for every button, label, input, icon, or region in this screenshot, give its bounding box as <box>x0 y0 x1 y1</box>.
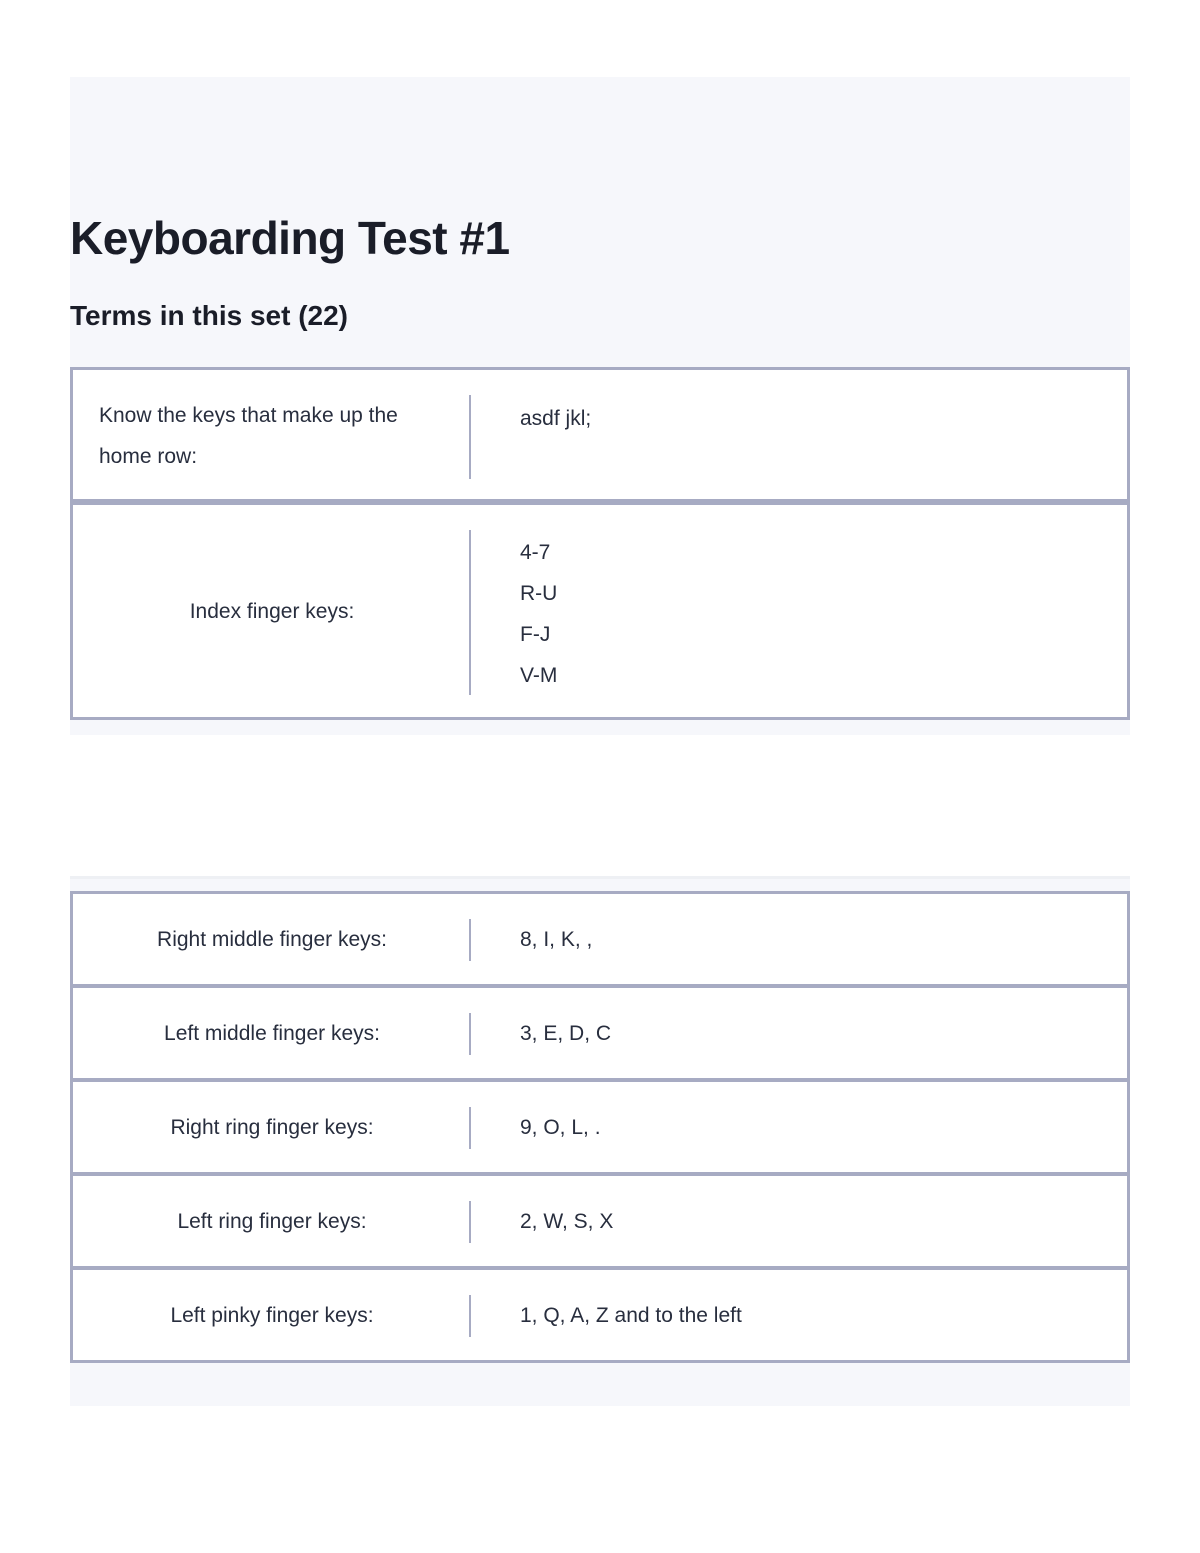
definition-line: F-J <box>520 623 551 646</box>
card-term <box>73 370 413 499</box>
definition-line: 9, O, L, . <box>520 1116 601 1139</box>
definition-line: 2, W, S, X <box>520 1210 614 1233</box>
card-definition <box>520 1295 1107 1336</box>
card-definition <box>520 532 1107 696</box>
flashcard-left-pinky-finger <box>70 1267 1130 1363</box>
flashcard-right-ring-finger <box>70 1079 1130 1175</box>
card-definition <box>520 1013 1107 1054</box>
flashcard-left-ring-finger <box>70 1173 1130 1269</box>
card-definition <box>520 1107 1107 1148</box>
definition-line: R-U <box>520 582 558 605</box>
definition-line: 4-7 <box>520 541 551 564</box>
definition-line: 8, I, K, , <box>520 928 593 951</box>
flashcard-home-row <box>70 367 1130 502</box>
card-divider <box>469 919 471 961</box>
flashcard-left-middle-finger <box>70 985 1130 1081</box>
definition-line: V-M <box>520 664 558 687</box>
card-divider <box>469 1295 471 1337</box>
card-term-text: Know the keys that make up the home row: <box>99 404 398 468</box>
card-term: Right ring finger keys: <box>170 1115 374 1139</box>
card-term: Right middle finger keys: <box>157 927 387 951</box>
card-definition <box>520 1201 1107 1242</box>
card-term: Left middle finger keys: <box>164 1021 380 1045</box>
terms-count-heading: Terms in this set (22) <box>70 300 349 331</box>
card-divider <box>469 395 471 479</box>
card-term: Index finger keys: <box>189 599 355 623</box>
flashcard-right-middle-finger <box>70 891 1130 987</box>
card-definition <box>520 919 1107 960</box>
definition-line: 1, Q, A, Z and to the left <box>520 1304 742 1327</box>
definition-line: 3, E, D, C <box>520 1022 612 1045</box>
card-term: Left ring finger keys: <box>177 1209 367 1233</box>
definition-line: asdf jkl; <box>520 407 592 430</box>
card-divider <box>469 1013 471 1055</box>
card-definition <box>520 398 1107 439</box>
page-title: Keyboarding Test #1 <box>70 212 510 264</box>
card-term: Left pinky finger keys: <box>170 1303 374 1327</box>
flashcard-index-finger <box>70 502 1130 720</box>
card-divider <box>469 1201 471 1243</box>
card-divider <box>469 530 471 695</box>
card-divider <box>469 1107 471 1149</box>
